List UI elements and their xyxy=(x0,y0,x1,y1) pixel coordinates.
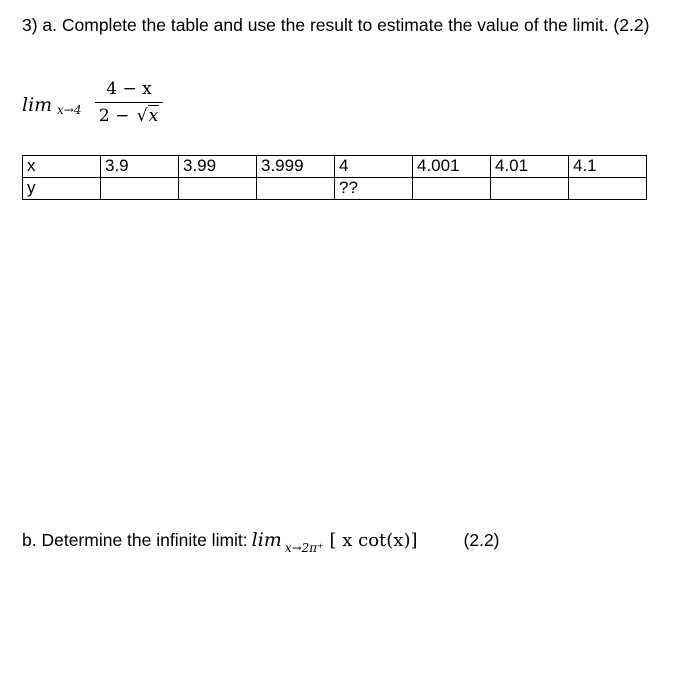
radicand: x xyxy=(148,106,159,126)
table-cell-x: 4.1 xyxy=(569,156,647,178)
table-cell-y[interactable] xyxy=(257,178,335,200)
limit-operator: lim xyxy=(251,529,282,551)
table-cell-y[interactable] xyxy=(569,178,647,200)
value-table xyxy=(22,155,647,200)
fraction xyxy=(95,78,163,127)
question-heading: 3) a. Complete the table and use the result to estimate the value of the limit. (2.2) xyxy=(22,15,650,35)
limit-expression xyxy=(22,78,222,138)
table-cell-y[interactable]: ?? xyxy=(335,178,413,200)
table-cell-y[interactable] xyxy=(101,178,179,200)
table-cell-x-label: x xyxy=(23,156,101,178)
table-cell-y[interactable] xyxy=(179,178,257,200)
points-label: (2.2) xyxy=(463,530,500,550)
table-cell-x: 3.9 xyxy=(101,156,179,178)
part-b-question xyxy=(22,528,682,554)
table-cell-x: 3.99 xyxy=(179,156,257,178)
table-cell-x: 4 xyxy=(335,156,413,178)
table-row-y xyxy=(23,178,647,200)
table-cell-y[interactable] xyxy=(491,178,569,200)
table-cell-y-label: y xyxy=(23,178,101,200)
limit-expression-body: [ x cot(x)] xyxy=(329,530,418,551)
part-b-text: b. Determine the infinite limit: xyxy=(22,530,248,550)
table-cell-x: 4.001 xyxy=(413,156,491,178)
table-cell-y[interactable] xyxy=(413,178,491,200)
radical-sign-icon: √ xyxy=(136,106,148,126)
fraction-denominator xyxy=(95,105,163,127)
table-cell-x: 3.999 xyxy=(257,156,335,178)
table-cell-x: 4.01 xyxy=(491,156,569,178)
table-row-x xyxy=(23,156,647,178)
limit-subscript: x→2π⁺ xyxy=(284,541,324,555)
limit-subscript: x→4 xyxy=(57,103,82,117)
denominator-prefix: 2 − xyxy=(98,106,130,126)
fraction-bar xyxy=(95,102,163,103)
limit-operator: lim xyxy=(22,94,53,116)
fraction-numerator: 4 − x xyxy=(106,79,152,99)
square-root xyxy=(135,105,159,127)
